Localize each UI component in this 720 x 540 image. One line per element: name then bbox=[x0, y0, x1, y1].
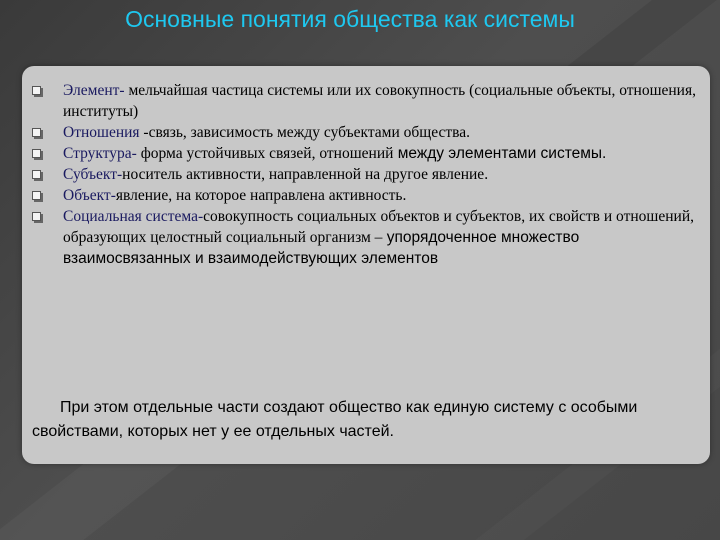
term-label: Объект bbox=[63, 187, 111, 204]
list-item bbox=[22, 164, 710, 185]
term-separator: - bbox=[197, 208, 204, 225]
term-definition: мельчайшая частица системы или их совокупность (социальные объекты, отношения, институты) bbox=[63, 82, 696, 120]
slide-title: Основные понятия общества как системы bbox=[125, 6, 575, 32]
term-label: Субъект bbox=[63, 166, 117, 183]
term-definition: совокупность социальных объектов и субъектов, их свойств и отношений, образующих целостный социальный организм – bbox=[63, 208, 694, 246]
checkbox-bullet-icon bbox=[32, 149, 41, 158]
content-panel bbox=[22, 66, 710, 464]
term-definition: носитель активности, направленной на другое явление. bbox=[122, 166, 489, 183]
checkbox-bullet-icon bbox=[32, 191, 41, 200]
checkbox-bullet-icon bbox=[32, 86, 41, 95]
term-separator: - bbox=[119, 82, 129, 99]
term-label: Элемент bbox=[63, 82, 120, 99]
term-definition-tail: упорядоченное множество взаимосвязанных и взаимодействующих элементов bbox=[63, 229, 580, 267]
term-separator: - bbox=[139, 124, 149, 141]
term-separator: - bbox=[117, 166, 123, 183]
term-definition: связь, зависимость между субъектами общества. bbox=[148, 124, 471, 141]
term-definition: форма устойчивых связей, отношений bbox=[140, 145, 394, 162]
term-separator: - bbox=[110, 187, 116, 204]
term-label: Социальная система bbox=[63, 208, 198, 225]
list-item bbox=[22, 80, 710, 122]
list-item bbox=[22, 206, 710, 269]
checkbox-bullet-icon bbox=[32, 128, 41, 137]
term-label: Структура bbox=[63, 145, 132, 162]
checkbox-bullet-icon bbox=[32, 170, 41, 179]
term-definition-tail: между элементами системы. bbox=[393, 145, 607, 162]
term-separator: - bbox=[131, 145, 141, 162]
list-item bbox=[22, 143, 710, 164]
definition-list bbox=[22, 80, 710, 269]
checkbox-bullet-icon bbox=[32, 212, 41, 221]
list-item bbox=[22, 185, 710, 206]
summary-paragraph: При этом отдельные части создают общество как единую систему с особыми свойствами, которых нет у ее отдельных частей. bbox=[32, 399, 638, 440]
list-item bbox=[22, 122, 710, 143]
term-definition: явление, на которое направлена активность. bbox=[115, 187, 407, 204]
term-label: Отношения bbox=[63, 124, 140, 141]
